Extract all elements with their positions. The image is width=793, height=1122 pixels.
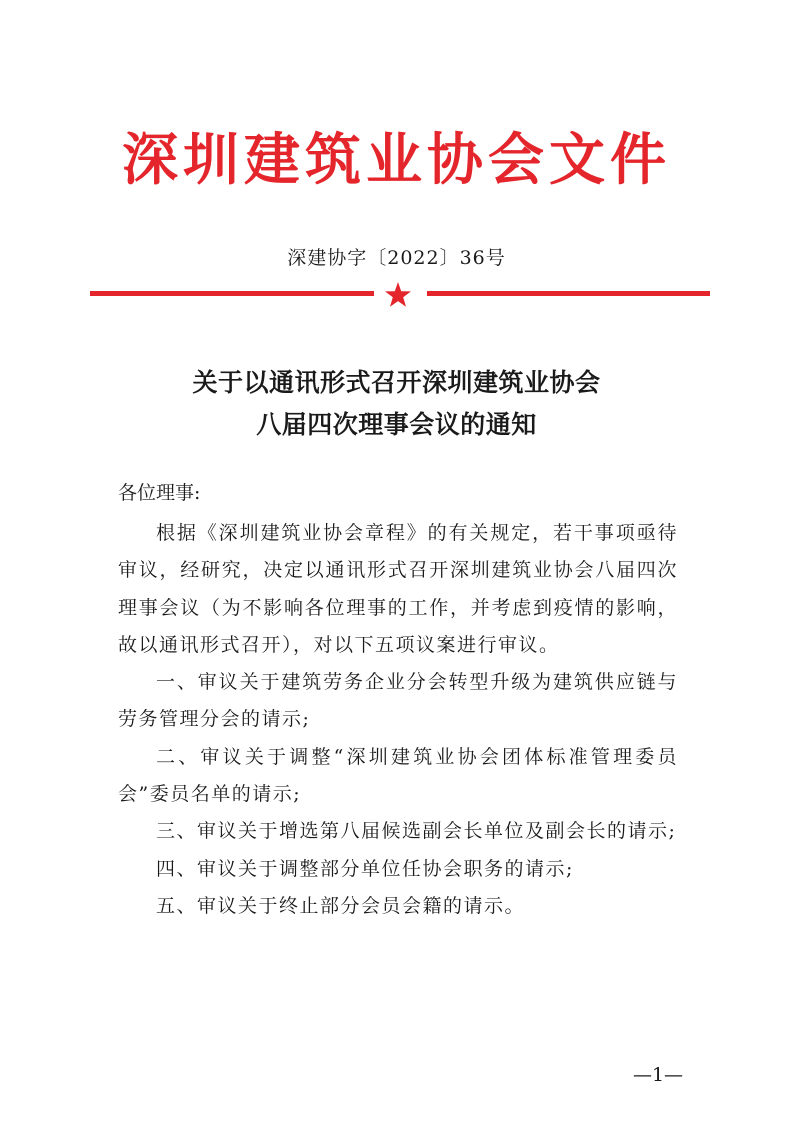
document-title-line-2: 八届四次理事会议的通知 [256, 410, 537, 439]
document-title [0, 362, 793, 446]
agenda-item-3: 三、审议关于增选第八届候选副会长单位及副会长的请示; [156, 820, 677, 843]
red-rule-right [427, 291, 710, 296]
agenda-item-4: 四、审议关于调整部分单位任协会职务的请示; [156, 857, 574, 880]
body-paragraph-intro: 根据《深圳建筑业协会章程》的有关规定，若干事项亟待审议，经研究，决定以通讯形式召开深圳建筑业协会八届四次理事会议（为不影响各位理事的工作，并考虑到疫情的影响，故以通讯形式召开），对以下五项议案进行审议。 [118, 522, 678, 656]
document-number: 深建协字〔2022〕36号 [287, 247, 506, 269]
document-body [118, 515, 678, 925]
salutation: 各位理事: [118, 482, 201, 504]
agenda-item-2: 二、审议关于调整“深圳建筑业协会团体标准管理委员会”委员名单的请示; [118, 745, 678, 806]
agenda-item-1: 一、审议关于建筑劳务企业分会转型升级为建筑供应链与劳务管理分会的请示; [118, 671, 678, 731]
page-number: —1— [632, 1064, 684, 1086]
red-rule-left [90, 291, 374, 296]
document-masthead: 深圳建筑业协会文件 [122, 127, 671, 193]
agenda-item-5: 五、审议关于终止部分会员会籍的请示。 [156, 894, 526, 917]
star-icon [383, 280, 413, 310]
document-title-line-1: 关于以通讯形式召开深圳建筑业协会 [192, 368, 601, 397]
